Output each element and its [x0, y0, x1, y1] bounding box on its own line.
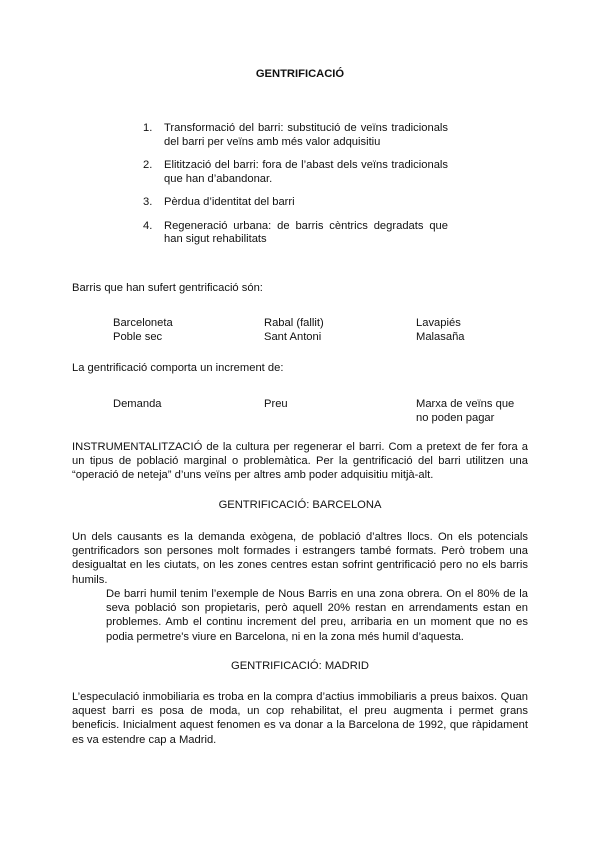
barri-name: Rabal (fallit) — [264, 317, 324, 329]
increment-item: Preu — [264, 398, 288, 410]
list-item — [143, 159, 448, 186]
barcelona-heading: GENTRIFICACIÓ: BARCELONA — [218, 499, 382, 511]
list-number: 4. — [143, 219, 153, 232]
barcelona-indented-paragraph: De barri humil tenim l’exemple de Nous Barris en una zona obrera. On el 80% de la seva població son propietaris, però aquell 20% restan en arrendaments estan en problemes. Amb el continu increment del preu, arribaria en un moment que no es podia permetre's viure en Barcelona, ni en la zona més humil d’aquesta. — [106, 588, 528, 643]
list-text: Pèrdua d’identitat del barri — [164, 196, 295, 208]
barri-name: Lavapiés — [416, 317, 461, 329]
numbered-list — [143, 122, 448, 257]
list-text: Elitització del barri: fora de l’abast dels veïns tradicionals que han d’abandonar. — [164, 159, 448, 185]
list-text: Transformació del barri: substitució de veïns tradicionals del barri per veïns amb més valor adquisitiu — [164, 122, 448, 148]
barri-name: Poble sec — [113, 330, 163, 343]
barris-column-1 — [113, 317, 173, 344]
document-title: GENTRIFICACIÓ — [255, 68, 345, 80]
list-number: 3. — [143, 196, 153, 208]
barri-name: Sant Antoni — [264, 330, 322, 343]
list-number: 1. — [143, 122, 153, 134]
barris-intro: Barris que han sufert gentrificació són: — [72, 282, 263, 294]
barri-name: Malasaña — [416, 330, 465, 343]
list-number: 2. — [143, 159, 153, 171]
barri-name: Barceloneta — [113, 317, 173, 329]
madrid-heading: GENTRIFICACIÓ: MADRID — [231, 660, 369, 672]
list-item — [143, 220, 448, 247]
barris-column-2 — [264, 317, 324, 344]
madrid-paragraph: L’especulació inmobiliaria es troba en la compra d’actius immobiliaris a preus baixos. Quan aquest barri es posa de moda, un cop rehabilitat, el preu augmenta i permet grans beneficis. Inicialment aquest fenomen es va donar a la Barcelona de 1992, que ràpidament es va estendre cap a Madrid. — [72, 691, 528, 746]
instrumentalitzacio-paragraph: INSTRUMENTALITZACIÓ de la cultura per regenerar el barri. Com a pretext de fer fora a un tipus de població marginal o problemàtica. Per la gentrificació del barri utilitzen una “operació de neteja” d’uns veïns per altres amb poder adquisitiu mitjà-alt. — [72, 441, 528, 482]
increment-item: Demanda — [113, 398, 162, 410]
list-text: Regeneració urbana: de barris cèntrics degradats que han sigut rehabilitats — [164, 219, 448, 245]
barris-column-3 — [416, 317, 465, 344]
list-item — [143, 196, 448, 210]
increment-item: Marxa de veïns que no poden pagar — [416, 398, 515, 424]
barcelona-paragraph: Un dels causants es la demanda exògena, de població d’altres llocs. On els potencials gentrificadors son persones molt formades i estrangers també formats. Però trobem una desigualtat en les ciutats, on les zones centres estan sofrint gentrificació pero no els barris humils. — [72, 531, 528, 586]
list-item — [143, 122, 448, 149]
increment-intro: La gentrificació comporta un increment de: — [72, 362, 284, 374]
